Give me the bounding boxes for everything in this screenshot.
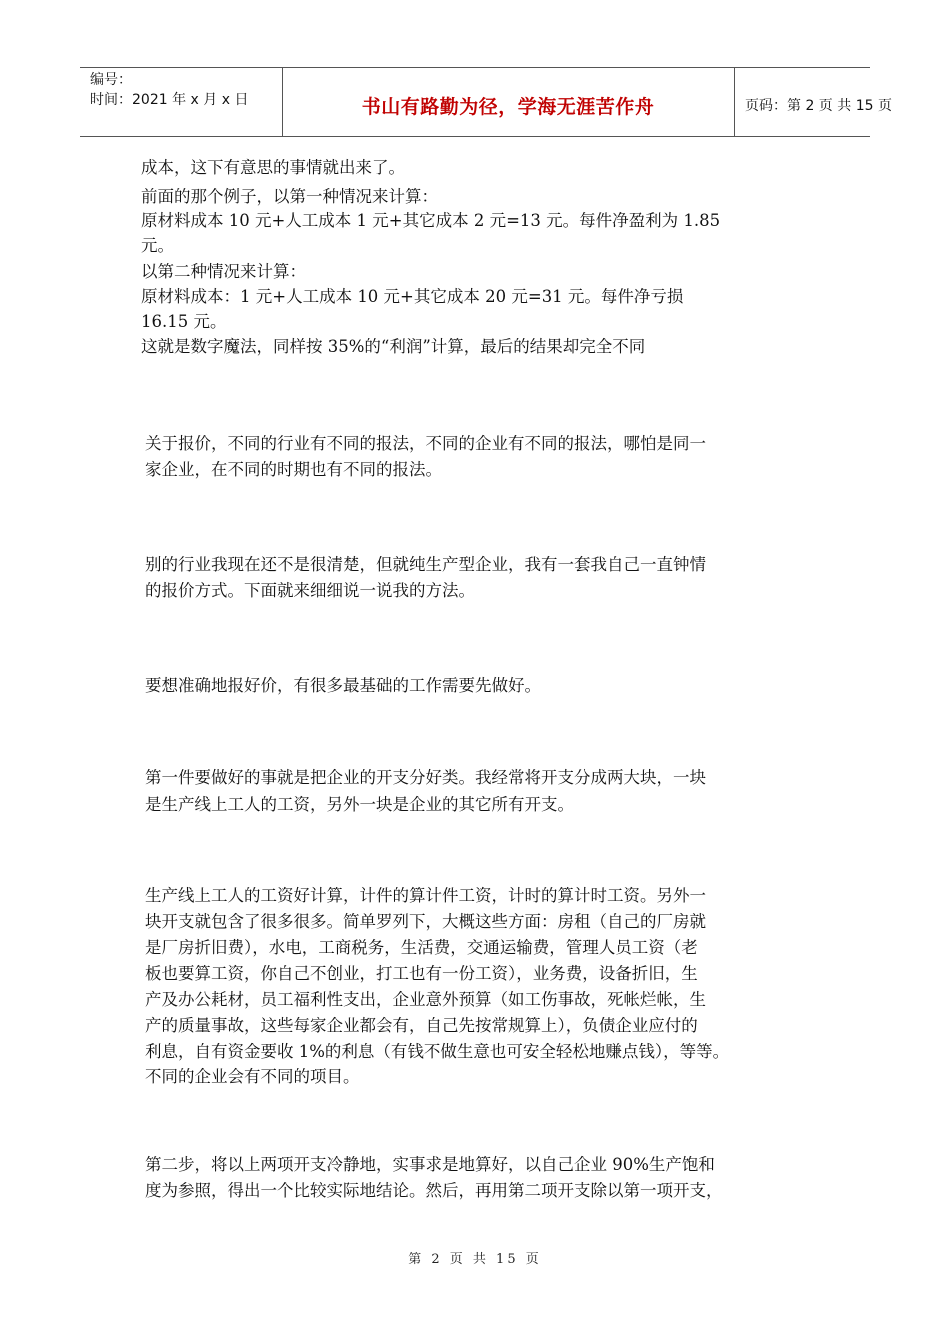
paragraph-line: 生产线上工人的工资好计算，计件的算计件工资，计时的算计时工资。另外一 — [145, 886, 706, 905]
paragraph-line: 第二步，将以上两项开支冷静地，实事求是地算好，以自己企业 90%生产饱和 — [145, 1155, 715, 1174]
paragraph-line: 别的行业我现在还不是很清楚，但就纯生产型企业，我有一套我自己一直钟情 — [145, 555, 706, 574]
header-page-cell — [735, 68, 892, 136]
paragraph-line: 的报价方式。下面就来细细说一说我的方法。 — [145, 581, 475, 600]
text-line: 成本，这下有意思的事情就出来了。 — [141, 158, 405, 177]
paragraph-line: 家企业，在不同的时期也有不同的报法。 — [145, 460, 442, 479]
text-line: 前面的那个例子，以第一种情况来计算： — [141, 187, 438, 206]
text-line: 元。 — [141, 236, 174, 255]
paragraph-line: 产的质量事故，这些每家企业都会有，自己先按常规算上），负债企业应付的 — [145, 1016, 698, 1035]
paragraph-line: 关于报价，不同的行业有不同的报法，不同的企业有不同的报法，哪怕是同一 — [145, 434, 706, 453]
text-line: 以第二种情况来计算： — [141, 262, 306, 281]
header-info-cell — [80, 68, 283, 136]
paragraph-line: 要想准确地报好价，有很多最基础的工作需要先做好。 — [145, 676, 541, 695]
page-header — [80, 67, 892, 137]
page-code-label: 页码：第 2 页 共 15 页 — [745, 98, 892, 114]
paragraph-line: 第一件要做好的事就是把企业的开支分好类。我经常将开支分成两大块，一块 — [145, 768, 706, 787]
paragraph-line: 块开支就包含了很多很多。简单罗列下，大概这些方面：房租（自己的厂房就 — [145, 912, 706, 931]
paragraph-line: 是厂房折旧费），水电，工商税务，生活费，交通运输费，管理人员工资（老 — [145, 938, 698, 957]
document-number-label: 编号： — [90, 72, 132, 88]
paragraph-line: 度为参照，得出一个比较实际地结论。然后，再用第二项开支除以第一项开支， — [145, 1181, 723, 1200]
text-line: 原材料成本：1 元+人工成本 10 元+其它成本 20 元=31 元。每件净亏损 — [141, 287, 684, 306]
paragraph-line: 不同的企业会有不同的项目。 — [145, 1067, 360, 1086]
text-line: 原材料成本 10 元+人工成本 1 元+其它成本 2 元=13 元。每件净盈利为 1.85 — [141, 211, 721, 230]
motto-text: 书山有路勤为径，学海无涯苦作舟 — [361, 96, 655, 118]
document-date-label: 时间：2021 年 x 月 x 日 — [90, 92, 249, 108]
text-line: 这就是数字魔法，同样按 35%的“利润”计算，最后的结果却完全不同 — [141, 337, 646, 356]
paragraph-line: 产及办公耗材，员工福利性支出，企业意外预算（如工伤事故，死帐烂帐，生 — [145, 990, 706, 1009]
page-footer: 第 2 页 共 15 页 — [408, 1252, 542, 1267]
paragraph-line: 是生产线上工人的工资，另外一块是企业的其它所有开支。 — [145, 795, 574, 814]
paragraph-line: 利息，自有资金要收 1%的利息（有钱不做生意也可安全轻松地赚点钱），等等。 — [145, 1042, 730, 1061]
header-motto-cell — [282, 68, 735, 136]
paragraph-line: 板也要算工资，你自己不创业，打工也有一份工资），业务费，设备折旧，生 — [145, 964, 698, 983]
text-line: 16.15 元。 — [141, 312, 227, 331]
